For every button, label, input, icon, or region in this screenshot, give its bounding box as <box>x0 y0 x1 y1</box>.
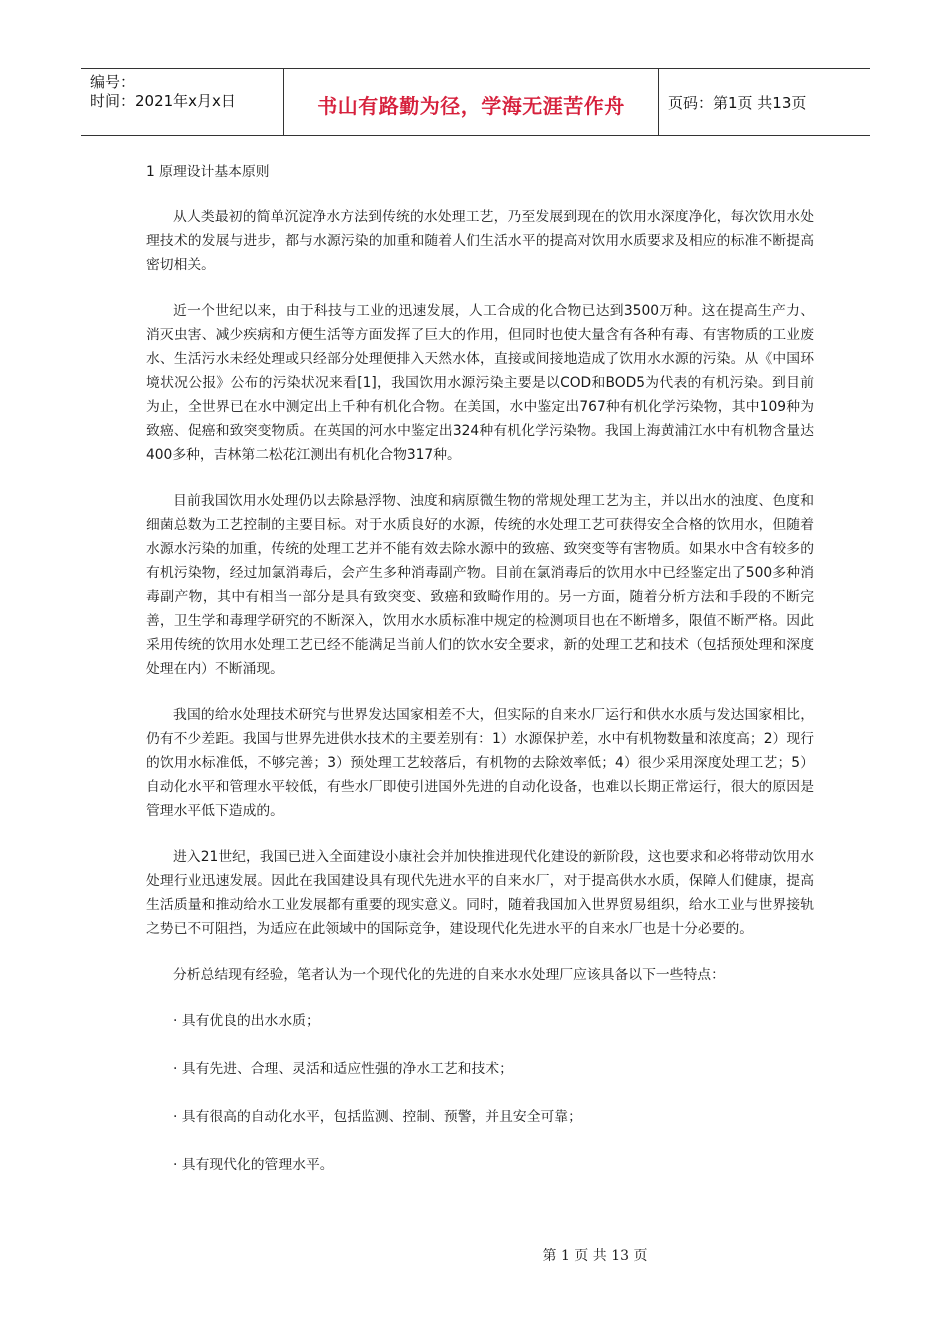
paragraph: 目前我国饮用水处理仍以去除悬浮物、浊度和病原微生物的常规处理工艺为主，并以出水的浊度、色度和细菌总数为工艺控制的主要目标。对于水质良好的水源，传统的水处理工艺可获得安全合格的饮用水，但随着水源水污染的加重，传统的处理工艺并不能有效去除水源中的致癌、致突变等有害物质。如果水中含有较多的有机污染物，经过加氯消毒后，会产生多种消毒副产物。目前在氯消毒后的饮用水中已经鉴定出了500多种消毒副产物，其中有相当一部分是具有致突变、致癌和致畸作用的。另一方面，随着分析方法和手段的不断完善，卫生学和毒理学研究的不断深入，饮用水水质标准中规定的检测项目也在不断增多，限值不断严格。因此采用传统的饮用水处理工艺已经不能满足当前人们的饮水安全要求，新的处理工艺和技术（包括预处理和深度处理在内）不断涌现。 <box>146 493 814 677</box>
paragraph: 近一个世纪以来，由于科技与工业的迅速发展，人工合成的化合物已达到3500万种。这在提高生产力、消灭虫害、减少疾病和方便生活等方面发挥了巨大的作用，但同时也使大量含有各种有毒、有害物质的工业废水、生活污水未经处理或只经部分处理便排入天然水体，直接或间接地造成了饮用水水源的污染。从《中国环境状况公报》公布的污染状况来看[1]，我国饮用水源污染主要是以COD和BOD5为代表的有机污染。到目前为止，全世界已在水中测定出上千种有机化合物。在美国，水中鉴定出767种有机化学污染物，其中109种为致癌、促癌和致突变物质。在英国的河水中鉴定出324种有机化学污染物。我国上海黄浦江水中有机物含量达400多种，吉林第二松花江测出有机化合物317种。 <box>146 303 814 463</box>
bullet-item: · 具有很高的自动化水平，包括监测、控制、预警，并且安全可靠； <box>173 1109 582 1125</box>
header-motto-cell <box>284 69 659 135</box>
paragraph: 我国的给水处理技术研究与世界发达国家相差不大，但实际的自来水厂运行和供水水质与发达国家相比，仍有不少差距。我国与世界先进供水技术的主要差别有：1）水源保护差，水中有机物数量和浓度高；2）现行的饮用水标准低，不够完善；3）预处理工艺较落后，有机物的去除效率低；4）很少采用深度处理工艺；5）自动化水平和管理水平较低，有些水厂即使引进国外先进的自动化设备，也难以长期正常运行，很大的原因是管理水平低下造成的。 <box>146 707 814 819</box>
bullet-item: · 具有优良的出水水质； <box>173 1013 320 1029</box>
paragraph: 分析总结现有经验，笔者认为一个现代化的先进的自来水水处理厂应该具备以下一些特点： <box>173 967 725 983</box>
bullet-item: · 具有先进、合理、灵活和适应性强的净水工艺和技术； <box>173 1061 513 1077</box>
serial-label: 编号： <box>90 73 136 91</box>
section-heading: 1 原理设计基本原则 <box>146 164 270 180</box>
footer-page-number: 第 1 页 共 13 页 <box>542 1248 648 1264</box>
document-body <box>146 160 814 1201</box>
page-footer <box>0 1245 950 1265</box>
motto-text: 书山有路勤为径，学海无涯苦作舟 <box>317 93 625 118</box>
paragraph: 从人类最初的简单沉淀净水方法到传统的水处理工艺，乃至发展到现在的饮用水深度净化，每次饮用水处理技术的发展与进步，都与水源污染的加重和随着人们生活水平的提高对饮用水质要求及相应的标准不断提高密切相关。 <box>146 209 814 273</box>
header-meta-cell <box>81 69 284 135</box>
page-info: 页码：第1页 共13页 <box>668 93 807 112</box>
paragraph: 进入21世纪，我国已进入全面建设小康社会并加快推进现代化建设的新阶段，这也要求和必将带动饮用水处理行业迅速发展。因此在我国建设具有现代先进水平的自来水厂，对于提高供水水质，保障人们健康，提高生活质量和推动给水工业发展都有重要的现实意义。同时，随着我国加入世界贸易组织，给水工业与世界接轨之势已不可阻挡，为适应在此领域中的国际竞争，建设现代化先进水平的自来水厂也是十分必要的。 <box>146 849 814 937</box>
header-page-cell <box>659 69 870 135</box>
bullet-item: · 具有现代化的管理水平。 <box>173 1157 334 1173</box>
date-line: 时间：2021年x月x日 <box>90 92 236 110</box>
page-header <box>81 68 870 136</box>
